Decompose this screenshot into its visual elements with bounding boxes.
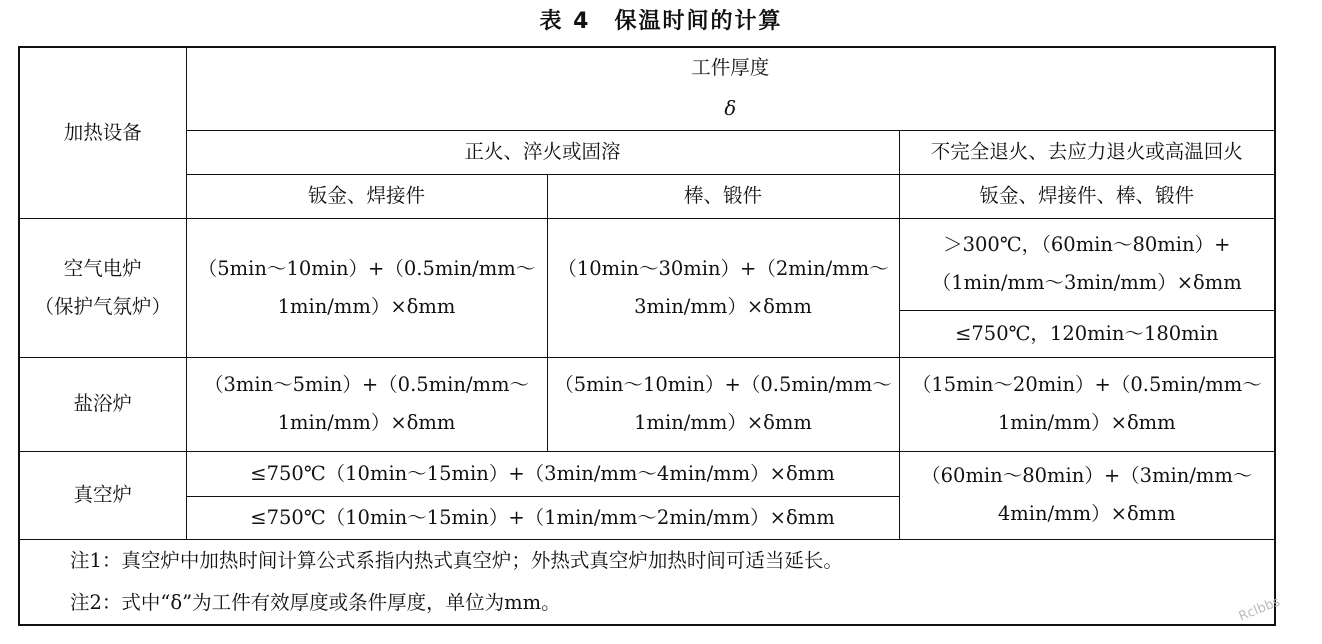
row-vacuum-normal-a: ≤750℃（10min～15min）+（3min/mm～4min/mm）×δmm: [186, 452, 899, 497]
header-thickness: 工件厚度: [186, 47, 1275, 89]
row-vacuum-name: 真空炉: [19, 452, 186, 540]
row-salt-sheet-line1: （3min～5min）+（0.5min/mm～: [203, 373, 530, 397]
row-salt-name: 盐浴炉: [19, 357, 186, 451]
row-air-name-line2: （保护气氛炉）: [34, 294, 171, 318]
row-air-sheet-line1: （5min～10min）+（0.5min/mm～: [197, 256, 536, 280]
row-air-anneal-b: ≤750℃，120min～180min: [899, 310, 1275, 357]
note-2: 注2：式中“δ”为工件有效厚度或条件厚度，单位为mm。: [19, 582, 1275, 625]
row-vacuum-anneal: [899, 452, 1275, 540]
row-salt-sheet-line2: 1min/mm）×δmm: [277, 411, 456, 435]
row-salt-anneal-line1: （15min～20min）+（0.5min/mm～: [911, 373, 1262, 397]
row-air-sheet-line2: 1min/mm）×δmm: [277, 294, 456, 318]
header-sub-bar: 棒、锻件: [547, 174, 899, 218]
header-sub-sheet: 钣金、焊接件: [186, 174, 547, 218]
row-salt-anneal: [899, 357, 1275, 451]
row-air-sheet: [186, 218, 547, 357]
row-vacuum-normal-b: ≤750℃（10min～15min）+（1min/mm～2min/mm）×δmm: [186, 497, 899, 540]
header-equipment: 加热设备: [19, 47, 186, 218]
row-air-anneal-a-line1: ＞300℃，（60min～80min）+: [943, 233, 1231, 257]
header-delta: δ: [186, 89, 1275, 131]
row-air-bar-line1: （10min～30min）+（2min/mm～: [557, 256, 889, 280]
row-vacuum-anneal-line2: 4min/mm）×δmm: [997, 502, 1176, 526]
row-salt-bar: [547, 357, 899, 451]
row-air-bar-line2: 3min/mm）×δmm: [634, 294, 812, 318]
row-air-anneal-a: [899, 218, 1275, 310]
row-salt-bar-line1: （5min～10min）+（0.5min/mm～: [554, 373, 892, 397]
row-salt-sheet: [186, 357, 547, 451]
row-air-anneal-a-line2: （1min/mm～3min/mm）×δmm: [931, 271, 1242, 295]
table-title: 表 4 保温时间的计算: [539, 9, 783, 34]
row-salt-bar-line2: 1min/mm）×δmm: [634, 411, 812, 435]
row-air-name: [19, 218, 186, 357]
note-1: 注1：真空炉中加热时间计算公式系指内热式真空炉；外热式真空炉加热时间可适当延长。: [19, 539, 1275, 582]
row-salt-anneal-line2: 1min/mm）×δmm: [997, 411, 1176, 435]
holding-time-table: [18, 46, 1276, 626]
watermark: Rclbbs: [1236, 594, 1283, 625]
row-vacuum-anneal-line1: （60min～80min）+（3min/mm～: [921, 464, 1253, 488]
row-air-name-line1: 空气电炉: [63, 256, 142, 280]
header-sub-all: 钣金、焊接件、棒、锻件: [899, 174, 1275, 218]
header-group-anneal: 不完全退火、去应力退火或高温回火: [899, 130, 1275, 174]
row-air-bar: [547, 218, 899, 357]
header-group-normalize: 正火、淬火或固溶: [186, 130, 899, 174]
